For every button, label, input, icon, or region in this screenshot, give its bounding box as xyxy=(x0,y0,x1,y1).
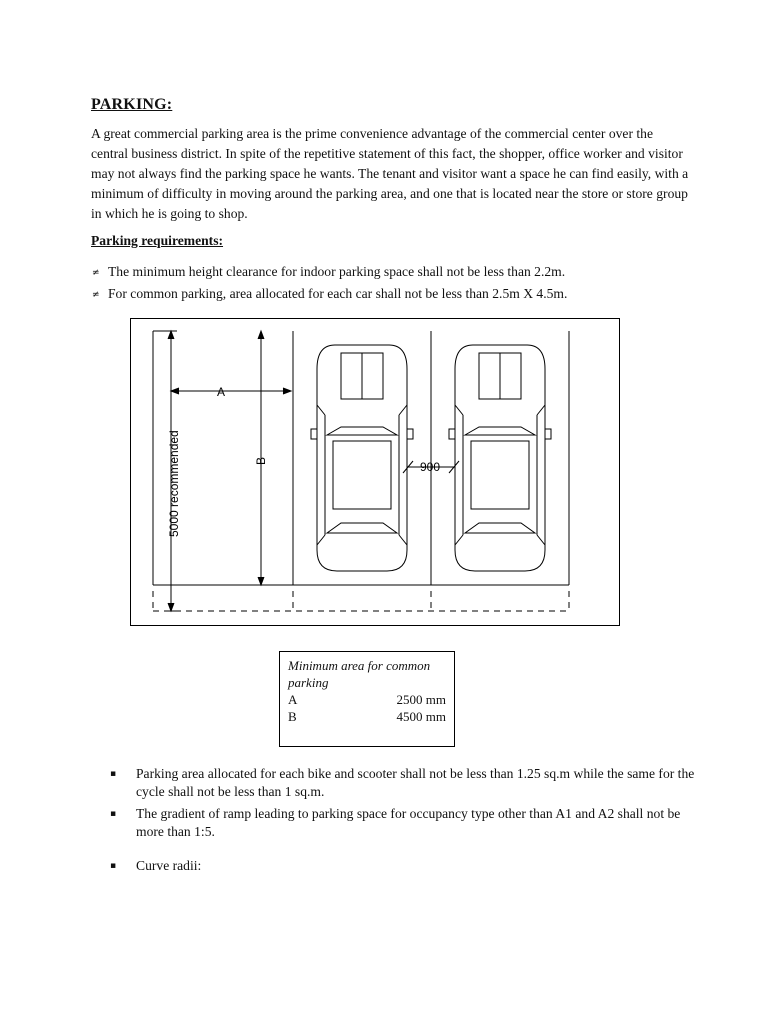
intro-paragraph: A great commercial parking area is the prime convenience advantage of the commercial center over the central business district. In spite of the repetitive statement of this fact, the shopper, office worker and visitor may not always find the parking space he wants. The tenant and visitor want a space he can find easily, with a minimum of difficulty in moving around the parking area, and one that is located near the store or store group in which he is going to shop. xyxy=(91,126,689,221)
list-item xyxy=(110,805,700,841)
gap-dimension-label: 900 xyxy=(420,460,441,474)
requirement-text: For common parking, area allocated for each car shall not be less than 2.5m X 4.5m. xyxy=(108,286,568,301)
dimension-5000-label: 5000 recommended xyxy=(167,430,181,537)
bullet-mark: ▪ xyxy=(110,809,117,819)
table-key: B xyxy=(288,709,297,724)
bullet-mark: ▪ xyxy=(110,769,117,779)
parking-diagram-svg xyxy=(131,319,621,627)
car-2 xyxy=(449,345,551,571)
table-value: 4500 mm xyxy=(396,709,446,724)
list-item xyxy=(110,857,700,875)
bullet-mark: ≠ xyxy=(92,290,100,300)
bullet-mark: ▪ xyxy=(110,861,117,871)
requirements-heading: Parking requirements: xyxy=(91,233,224,248)
requirement-item xyxy=(92,285,712,304)
table-key: A xyxy=(288,692,298,707)
table-value: 2500 mm xyxy=(396,692,446,707)
list-item-text: Parking area allocated for each bike and scooter shall not be less than 1.25 sq.m while the same for the cycle shall not be less than 1 sq.m. xyxy=(136,766,695,799)
table-row xyxy=(288,691,446,708)
requirement-item xyxy=(92,263,712,282)
table-row xyxy=(288,708,446,725)
min-area-caption: Minimum area for common parking xyxy=(288,658,431,690)
parking-diagram xyxy=(130,318,620,626)
car-1 xyxy=(311,345,413,571)
min-area-table xyxy=(279,651,455,747)
dimension-b-label: B xyxy=(254,456,268,465)
list-item xyxy=(110,765,700,801)
dimension-a-label: A xyxy=(217,385,226,399)
list-item-text: Curve radii: xyxy=(136,858,202,873)
page-title: PARKING: xyxy=(91,96,173,113)
list-item-text: The gradient of ramp leading to parking space for occupancy type other than A1 and A2 shall not be more than 1:5. xyxy=(136,806,681,839)
bullet-mark: ≠ xyxy=(92,268,100,278)
requirement-text: The minimum height clearance for indoor parking space shall not be less than 2.2m. xyxy=(108,264,566,279)
